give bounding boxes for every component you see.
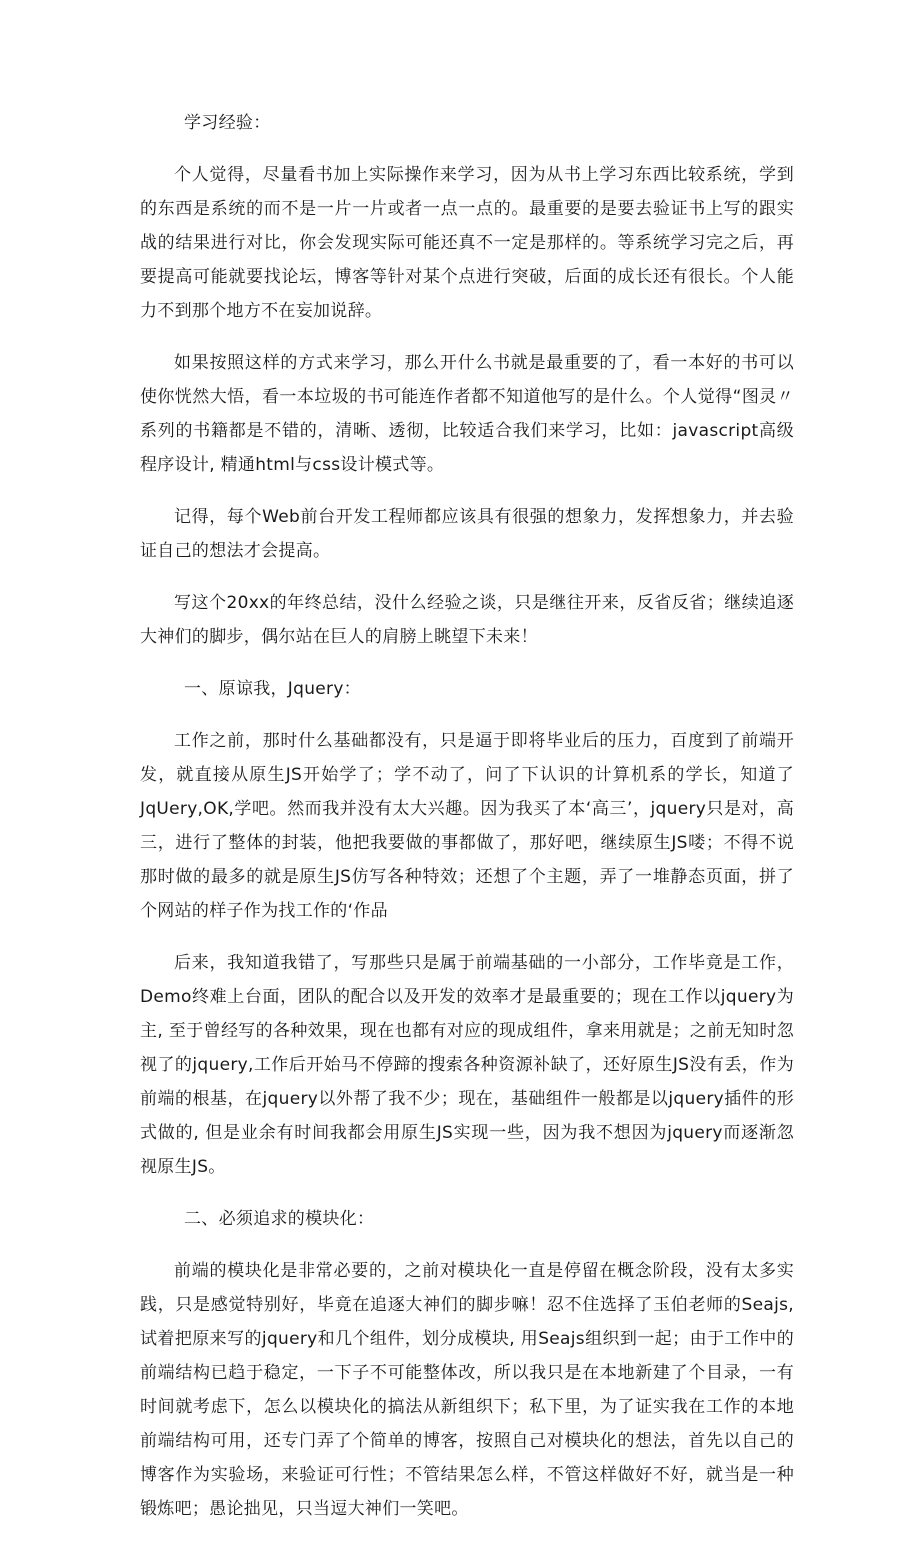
paragraph: 如果按照这样的方式来学习，那么开什么书就是最重要的了，看一本好的书可以使你恍然大悟，看一本垃圾的书可能连作者都不知道他写的是什么。个人觉得“图灵〃系列的书籍都是不错的，清晰、透彻，比较适合我们来学习，比如：javascript高级程序设计, 精通html与css设计模式等。	[140, 353, 794, 475]
paragraph: 个人觉得，尽量看书加上实际操作来学习，因为从书上学习东西比较系统，学到的东西是系统的而不是一片一片或者一点一点的。最重要的是要去验证书上写的跟实战的结果进行对比，你会发现实际可能还真不一定是那样的。等系统学习完之后，再要提高可能就要找论坛，博客等针对某个点进行突破，后面的成长还有很长。个人能力不到那个地方不在妄加说辞。	[140, 165, 794, 321]
paragraph: 记得，每个Web前台开发工程师都应该具有很强的想象力，发挥想象力，并去验证自己的想法才会提高。	[140, 507, 794, 561]
section-heading-study-experience: 学习经验：	[184, 113, 271, 133]
paragraph: 工作之前，那时什么基础都没有，只是逼于即将毕业后的压力，百度到了前端开发，就直接从原生JS开始学了；学不动了，问了下认识的计算机系的学长，知道了JqUery,OK,学吧。然而我并没有太大兴趣。因为我买了本‘高三’，jquery只是对，高三，进行了整体的封装，他把我要做的事都做了，那好吧，继续原生JS喽；不得不说那时做的最多的就是原生JS仿写各种特效；还想了个主题，弄了一堆静态页面，拼了个网站的样子作为找工作的‘作品	[140, 731, 794, 921]
paragraph: 后来，我知道我错了，写那些只是属于前端基础的一小部分，工作毕竟是工作，Demo终难上台面，团队的配合以及开发的效率才是最重要的；现在工作以jquery为主, 至于曾经写的各种效果，现在也都有对应的现成组件，拿来用就是；之前无知时忽视了的jquery,工作后开始马不停蹄的搜索各种资源补缺了，还好原生JS没有丢，作为前端的根基，在jquery以外帮了我不少；现在，基础组件一般都是以jquery插件的形式做的, 但是业余有时间我都会用原生JS实现一些，因为我不想因为jquery而逐渐忽视原生JS。	[140, 953, 794, 1177]
document-body	[140, 106, 794, 1544]
paragraph: 写这个20xx的年终总结，没什么经验之谈，只是继往开来，反省反省；继续追逐大神们的脚步，偶尔站在巨人的肩膀上眺望下未来！	[140, 593, 794, 647]
section-heading-jquery: 一、原谅我，Jquery：	[184, 679, 361, 699]
section-heading-modularity: 二、必须追求的模块化：	[184, 1209, 375, 1229]
paragraph: 前端的模块化是非常必要的，之前对模块化一直是停留在概念阶段，没有太多实践，只是感觉特别好，毕竟在追逐大神们的脚步嘛！忍不住选择了玉伯老师的Seajs,试着把原来写的jquery和几个组件，划分成模块, 用Seajs组织到一起；由于工作中的前端结构已趋于稳定，一下子不可能整体改，所以我只是在本地新建了个目录，一有时间就考虑下，怎么以模块化的搞法从新组织下；私下里，为了证实我在工作的本地前端结构可用，还专门弄了个简单的博客，按照自己对模块化的想法，首先以自己的博客作为实验场，来验证可行性；不管结果怎么样，不管这样做好不好，就当是一种锻炼吧；愚论拙见，只当逗大神们一笑吧。	[140, 1261, 794, 1519]
